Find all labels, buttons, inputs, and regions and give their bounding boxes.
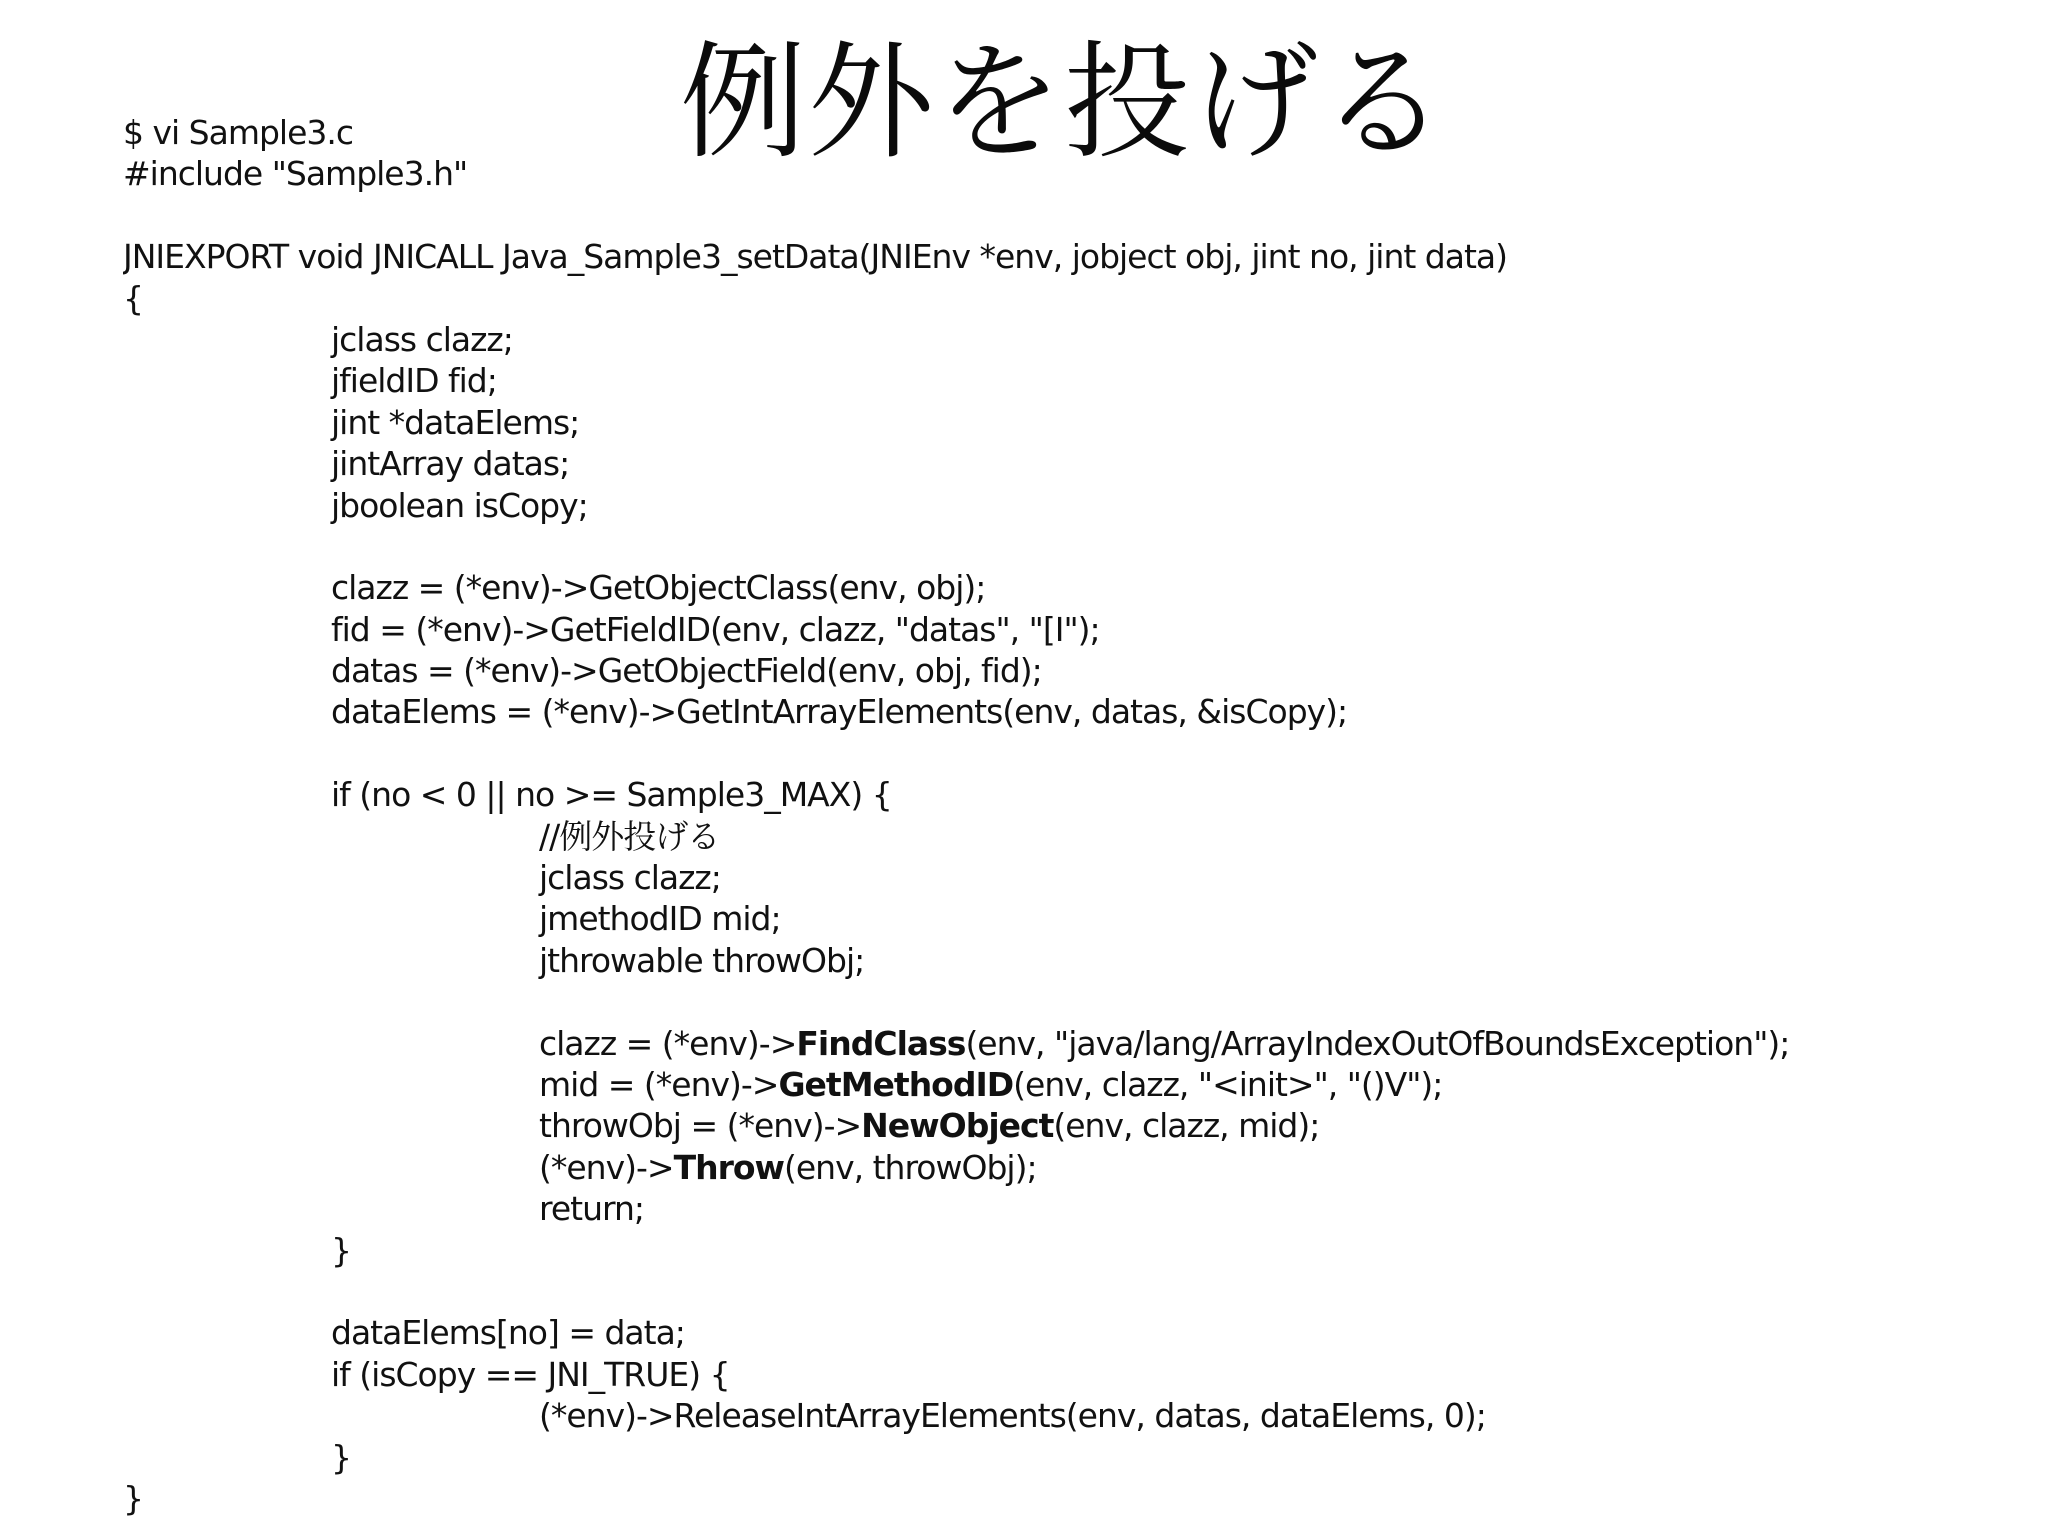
code-line: jboolean isCopy; <box>331 485 588 525</box>
code-line: { <box>123 278 143 318</box>
code-line: jintArray datas; <box>331 444 570 484</box>
code-keyword: Throw <box>673 1147 784 1187</box>
code-keyword: GetMethodID <box>778 1064 1014 1104</box>
code-line-getmethodid <box>123 1064 2003 1105</box>
code-line: if (no < 0 || no >= Sample3_MAX) { <box>331 775 892 815</box>
code-line <box>123 733 2003 774</box>
code-line: if (isCopy == JNI_TRUE) { <box>331 1354 730 1394</box>
code-line <box>123 1271 2003 1312</box>
code-line: JNIEXPORT void JNICALL Java_Sample3_setData(JNIEnv *env, jobject obj, jint no, jint data) <box>123 237 1507 277</box>
code-line: } <box>331 1230 351 1270</box>
code-line-newobject <box>123 1105 2003 1146</box>
code-segment: (*env)-> <box>539 1147 674 1187</box>
code-line: $ vi Sample3.c <box>123 113 354 152</box>
code-line: #include "Sample3.h" <box>123 154 468 194</box>
code-segment: mid = (*env)-> <box>539 1064 779 1104</box>
code-line: fid = (*env)->GetFieldID(env, clazz, "datas", "[I"); <box>331 609 1100 649</box>
code-segment: (env, "java/lang/ArrayIndexOutOfBoundsException"); <box>965 1023 1790 1063</box>
code-line: datas = (*env)->GetObjectField(env, obj, fid); <box>331 651 1042 691</box>
code-line: dataElems = (*env)->GetIntArrayElements(env, datas, &isCopy); <box>331 692 1348 732</box>
code-line <box>123 981 2003 1022</box>
code-line: jclass clazz; <box>331 319 513 359</box>
code-line: dataElems[no] = data; <box>331 1313 685 1353</box>
code-segment: (env, clazz, mid); <box>1053 1106 1320 1146</box>
code-segment: (env, throwObj); <box>784 1147 1037 1187</box>
code-segment: throwObj = (*env)-> <box>539 1106 862 1146</box>
code-line <box>123 195 2003 236</box>
code-keyword: FindClass <box>796 1023 966 1063</box>
code-line-throw <box>123 1147 2003 1188</box>
code-keyword: NewObject <box>861 1106 1054 1146</box>
code-line: jthrowable throwObj; <box>539 940 865 980</box>
code-line: jfieldID fid; <box>331 361 497 401</box>
code-line-findclass <box>123 1023 2003 1064</box>
code-line <box>123 526 2003 567</box>
code-line: (*env)->ReleaseIntArrayElements(env, datas, dataElems, 0); <box>539 1396 1486 1436</box>
code-segment: (env, clazz, "<init>", "()V"); <box>1013 1064 1443 1104</box>
code-line: } <box>331 1437 351 1477</box>
code-segment: clazz = (*env)-> <box>539 1023 797 1063</box>
code-block <box>123 112 2003 1530</box>
slide-title: 例外を投げる <box>680 29 1448 176</box>
code-line: } <box>123 1478 143 1518</box>
code-comment: //例外投げる <box>539 816 720 856</box>
code-line: jclass clazz; <box>539 858 721 898</box>
code-line: jmethodID mid; <box>539 899 781 939</box>
code-line: clazz = (*env)->GetObjectClass(env, obj); <box>331 568 986 608</box>
code-line: jint *dataElems; <box>331 402 580 442</box>
code-line: return; <box>539 1189 645 1229</box>
